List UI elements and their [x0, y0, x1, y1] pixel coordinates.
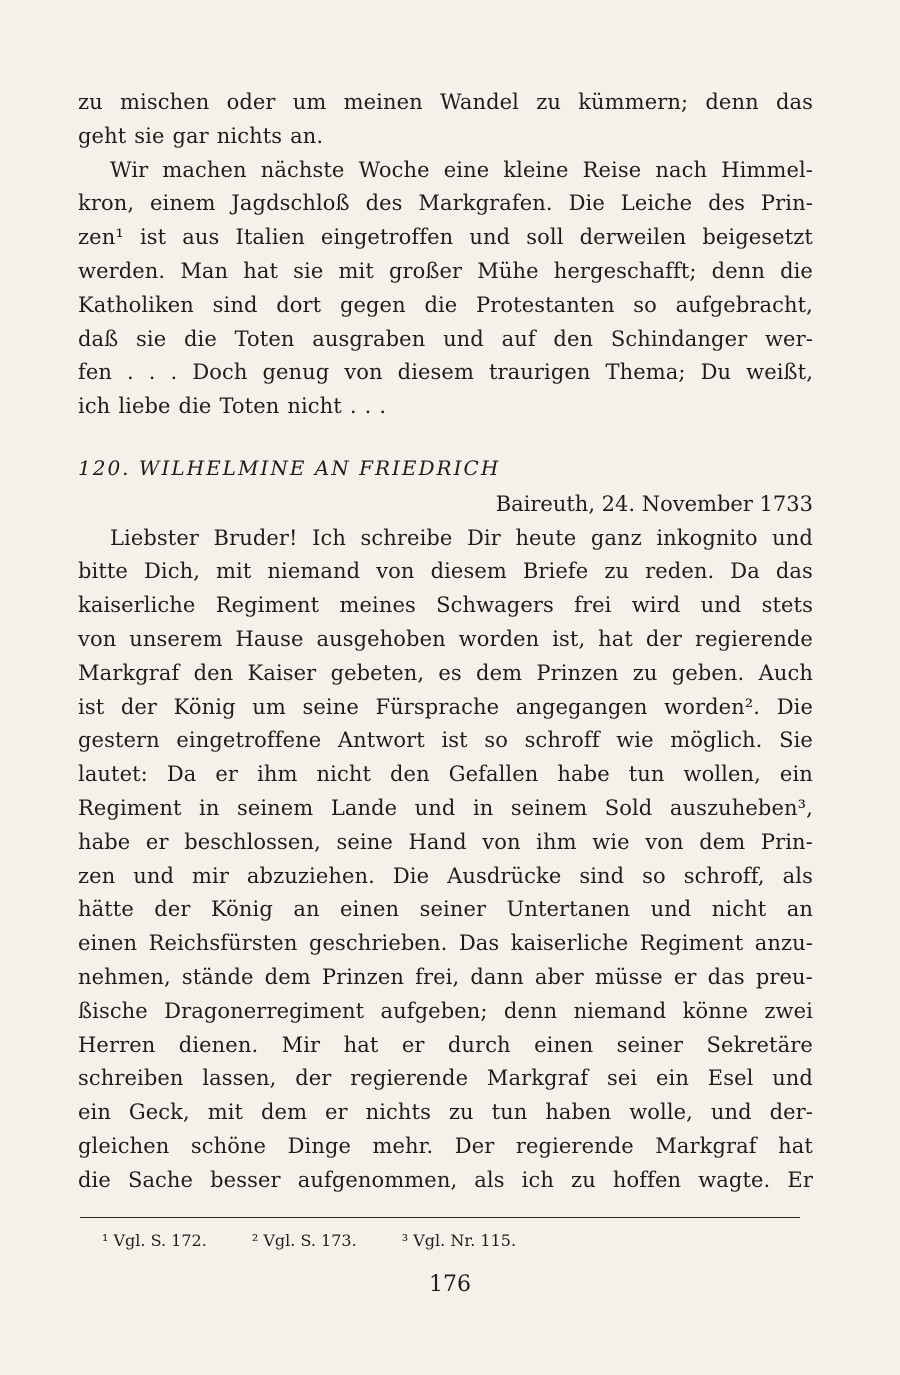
footnotes — [102, 1230, 556, 1252]
footnote-1: ¹ Vgl. S. 172. — [102, 1231, 207, 1250]
text-line: Regiment in seinem Lande und in seinem Sold auszuheben³, — [78, 795, 813, 820]
text-line: die Sache besser aufgenommen, als ich zu hoffen wagte. Er — [78, 1167, 813, 1192]
text-line: bitte Dich, mit niemand von diesem Briefe zu reden. Da das — [78, 559, 813, 584]
text-line: daß sie die Toten ausgraben und auf den Schindanger wer- — [78, 326, 813, 351]
text-line: kaiserliche Regiment meines Schwagers frei wird und stets — [78, 593, 813, 618]
text-line: Herren dienen. Mir hat er durch einen seiner Sekretäre — [78, 1032, 813, 1057]
paragraph-top — [78, 86, 813, 424]
footnote-3: ³ Vgl. Nr. 115. — [401, 1231, 517, 1250]
text-line: geht sie gar nichts an. — [78, 123, 324, 148]
text-line: von unserem Hause ausgehoben worden ist, hat der regierende — [78, 626, 813, 651]
text-line: ist der König um seine Fürsprache angegangen worden². Die — [78, 694, 813, 719]
text-line: werden. Man hat sie mit großer Mühe hergeschafft; denn die — [78, 258, 813, 283]
text-line: kron, einem Jagdschloß des Markgrafen. Die Leiche des Prin- — [78, 191, 813, 216]
page-body — [78, 86, 813, 1316]
text-line: zu mischen oder um meinen Wandel zu kümmern; denn das — [78, 90, 813, 114]
text-line: habe er beschlossen, seine Hand von ihm wie von dem Prin- — [78, 829, 813, 854]
text-line: schreiben lassen, der regierende Markgraf sei ein Esel und — [78, 1066, 813, 1091]
text-line: Katholiken sind dort gegen die Protestanten so aufgebracht, — [78, 292, 813, 317]
text-line: zen und mir abzuziehen. Die Ausdrücke sind so schroff, als — [78, 863, 813, 888]
text-line: lautet: Da er ihm nicht den Gefallen habe tun wollen, ein — [78, 762, 813, 787]
text-line: gestern eingetroffene Antwort ist so schroff wie möglich. Sie — [78, 728, 813, 753]
letter-heading: 120. WILHELMINE AN FRIEDRICH — [78, 455, 501, 480]
text-line: ich liebe die Toten nicht . . . — [78, 394, 387, 419]
text-line: Markgraf den Kaiser gebeten, es dem Prinzen zu geben. Auch — [78, 660, 813, 685]
page-number: 176 — [429, 1272, 471, 1297]
text-line: ein Geck, mit dem er nichts zu tun haben wolle, und der- — [78, 1100, 813, 1125]
footnote-rule — [80, 1217, 800, 1218]
text-line: fen . . . Doch genug von diesem traurigen Thema; Du weißt, — [78, 360, 813, 385]
text-line: nehmen, stände dem Prinzen frei, dann aber müsse er das preu- — [78, 964, 813, 989]
text-line: ßische Dragonerregiment aufgeben; denn niemand könne zwei — [78, 998, 813, 1023]
text-line: Liebster Bruder! Ich schreibe Dir heute ganz inkognito und — [110, 525, 813, 550]
text-line: einen Reichsfürsten geschrieben. Das kaiserliche Regiment anzu- — [78, 931, 813, 956]
text-line: zen¹ ist aus Italien eingetroffen und soll derweilen beigesetzt — [78, 225, 813, 250]
text-line: hätte der König an einen seiner Untertanen und nicht an — [78, 897, 813, 922]
letter-dateline: Baireuth, 24. November 1733 — [495, 491, 813, 516]
text-line: Wir machen nächste Woche eine kleine Reise nach Himmel- — [110, 157, 813, 182]
footnote-2: ² Vgl. S. 173. — [251, 1231, 357, 1250]
letter-body — [78, 522, 813, 1198]
text-line: gleichen schöne Dinge mehr. Der regierende Markgraf hat — [78, 1133, 813, 1158]
